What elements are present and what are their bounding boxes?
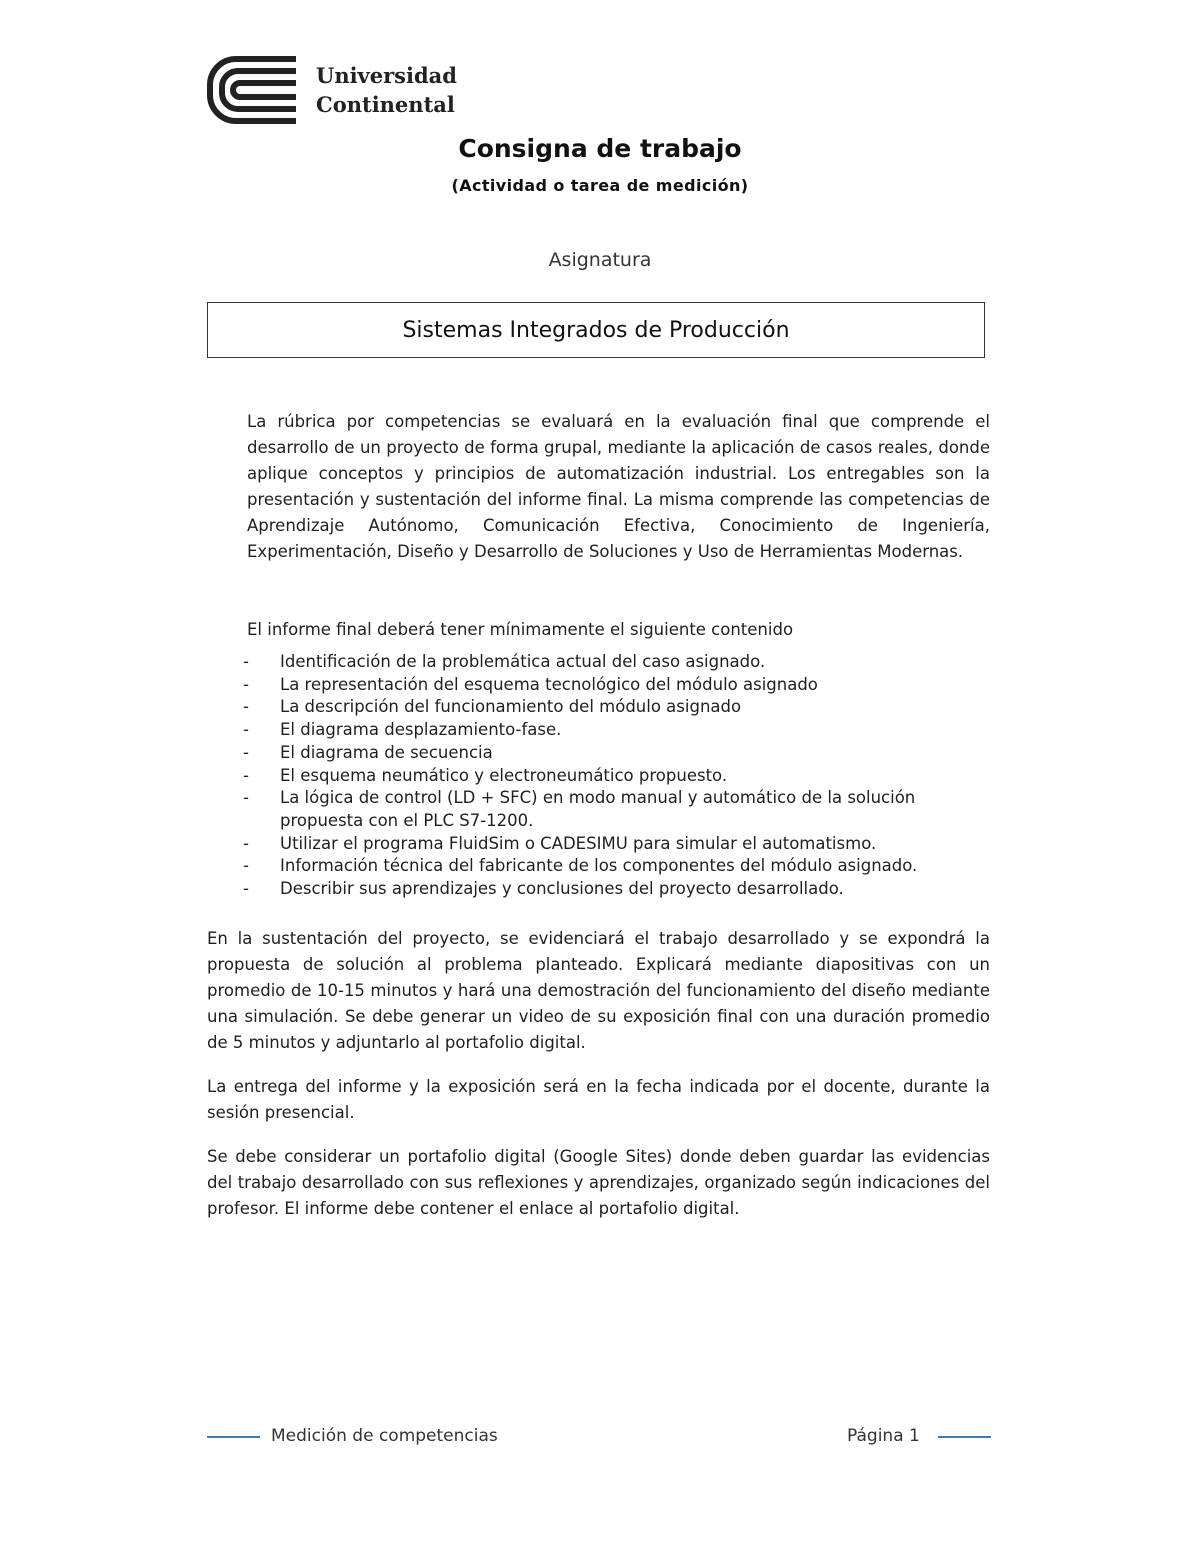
list-item: - Utilizar el programa FluidSim o CADESIMU para simular el automatismo.	[243, 833, 993, 856]
list-bullet: -	[243, 652, 249, 671]
list-bullet: -	[243, 674, 249, 694]
rubrica-paragraph: La rúbrica por competencias se evaluará en la evaluación final que comprende el desarrollo de un proyecto de forma grupal, mediante la aplicación de casos reales, donde aplique conceptos y principios de automatización industrial. Los entregables son la presentación y sustentación del informe final. La misma comprende las competencias de Aprendizaje Autónomo, Comunicación Efectiva, Conocimiento de Ingeniería, Experimentación, Diseño y Desarrollo de Soluciones y Uso de Herramientas Modernas.	[247, 412, 990, 561]
university-logo-icon	[206, 55, 306, 125]
course-name: Sistemas Integrados de Producción	[402, 317, 790, 343]
list-item: - El diagrama desplazamiento-fase.	[243, 719, 993, 742]
page-subtitle: (Actividad o tarea de medición)	[451, 176, 749, 195]
portafolio-paragraph: Se debe considerar un portafolio digital (Google Sites) donde deben guardar las evidencias del trabajo desarrollado con sus reflexiones y aprendizajes, organizado según indicaciones del profesor. El informe debe contener el enlace al portafolio digital.	[207, 1147, 990, 1218]
footer-rule-right	[938, 1436, 991, 1438]
list-item: - La lógica de control (LD + SFC) en modo manual y automático de la solución propuesta con el PLC S7-1200.	[243, 788, 916, 830]
informe-intro: El informe final deberá tener mínimamente el siguiente contenido	[247, 620, 794, 639]
course-name-box	[207, 302, 985, 358]
footer-rule-left	[207, 1436, 260, 1438]
list-item: - Describir sus aprendizajes y conclusiones del proyecto desarrollado.	[243, 878, 993, 901]
logo-text	[316, 61, 457, 119]
list-item: - El esquema neumático y electroneumático propuesto.	[243, 765, 993, 788]
content-list	[243, 651, 993, 901]
entrega-paragraph: La entrega del informe y la exposición será en la fecha indicada por el docente, durante la sesión presencial.	[207, 1077, 990, 1122]
list-bullet: -	[243, 742, 249, 762]
list-item: - La descripción del funcionamiento del módulo asignado	[243, 696, 993, 719]
sustentacion-paragraph: En la sustentación del proyecto, se evidenciará el trabajo desarrollado y se expondrá la propuesta de solución al problema planteado. Explicará mediante diapositivas con un promedio de 10-15 minutos y hará una demostración del funcionamiento del diseño mediante una simulación. Se debe generar un video de su exposición final con una duración promedio de 5 minutos y adjuntarlo al portafolio digital.	[207, 929, 990, 1052]
list-bullet: -	[243, 788, 249, 808]
list-item: - El diagrama de secuencia	[243, 742, 993, 765]
asignatura-label: Asignatura	[548, 249, 652, 271]
page-number: Página 1	[847, 1426, 920, 1446]
list-bullet: -	[243, 833, 249, 853]
university-logo	[206, 55, 466, 127]
list-bullet: -	[243, 720, 249, 740]
logo-line-2: Continental	[316, 92, 455, 117]
list-bullet: -	[243, 765, 249, 785]
list-bullet: -	[243, 697, 249, 717]
list-bullet: -	[243, 879, 249, 899]
logo-line-1: Universidad	[316, 63, 457, 88]
list-bullet: -	[243, 856, 249, 876]
list-item: - Información técnica del fabricante de los componentes del módulo asignado.	[243, 855, 993, 878]
footer-label: Medición de competencias	[271, 1426, 498, 1446]
list-item: - La representación del esquema tecnológico del módulo asignado	[243, 674, 993, 697]
page-title: Consigna de trabajo	[458, 134, 742, 163]
list-item: - Identificación de la problemática actual del caso asignado.	[243, 651, 993, 674]
